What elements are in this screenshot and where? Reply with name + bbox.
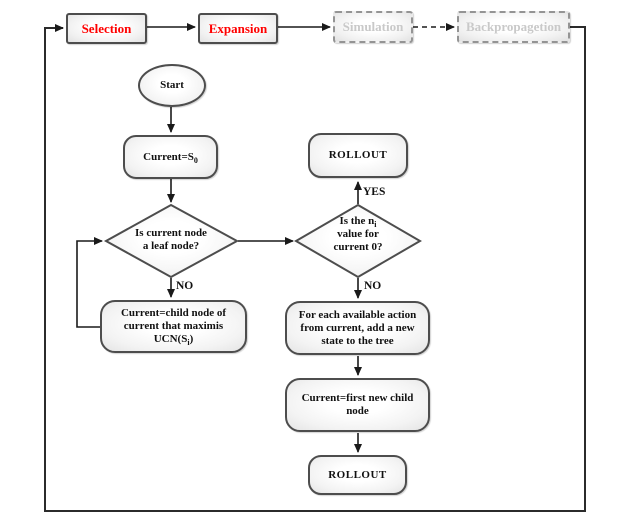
first-child-label: Current=first new child node <box>301 392 414 417</box>
connector-outer-loop <box>45 27 585 511</box>
leaf-check-line1: Is current node <box>135 227 207 239</box>
no-label-left: NO <box>176 280 194 292</box>
ni-check-diamond-text <box>298 215 418 254</box>
child-max-ucn-node <box>100 300 247 353</box>
first-child-node <box>285 378 430 432</box>
no-label-right: NO <box>364 280 382 292</box>
leaf-check-line2: a leaf node? <box>142 240 200 252</box>
start-node-label: Start <box>160 79 184 91</box>
phase-backpropagation-label: Backpropagetion <box>465 19 562 34</box>
phase-backpropagation <box>457 11 570 43</box>
expand-actions-label: For each available action from current, add a new state to the tree <box>298 308 417 347</box>
ni-check-line3: current 0? <box>333 241 383 253</box>
start-node <box>138 64 206 107</box>
rollout-top-label: ROLLOUT <box>328 149 388 161</box>
ni-check-line2: value for <box>337 228 379 240</box>
ni-check-line1: Is the $n_i$ <box>339 215 377 230</box>
phase-expansion <box>198 13 278 44</box>
leaf-check-diamond-text <box>106 227 236 253</box>
rollout-bottom-label: ROLLOUT <box>328 468 387 481</box>
phase-simulation <box>333 11 413 43</box>
child-max-ucn-label: Current=child node of current that maximis $UCN(S_i)$ <box>120 307 227 348</box>
rollout-top-node <box>308 133 408 178</box>
current-s0-node <box>123 135 218 179</box>
phase-selection-label: Selection <box>81 20 132 36</box>
phase-selection <box>66 13 147 44</box>
yes-label: YES <box>363 186 386 198</box>
connector-childbox-leafcheck-loop <box>77 241 102 327</box>
phase-expansion-label: Expansion <box>208 20 268 36</box>
current-s0-label: $Current=S_0$ <box>143 150 198 165</box>
rollout-bottom-node <box>308 455 407 495</box>
expand-actions-node <box>285 301 430 355</box>
phase-simulation-label: Simulation <box>342 19 404 34</box>
